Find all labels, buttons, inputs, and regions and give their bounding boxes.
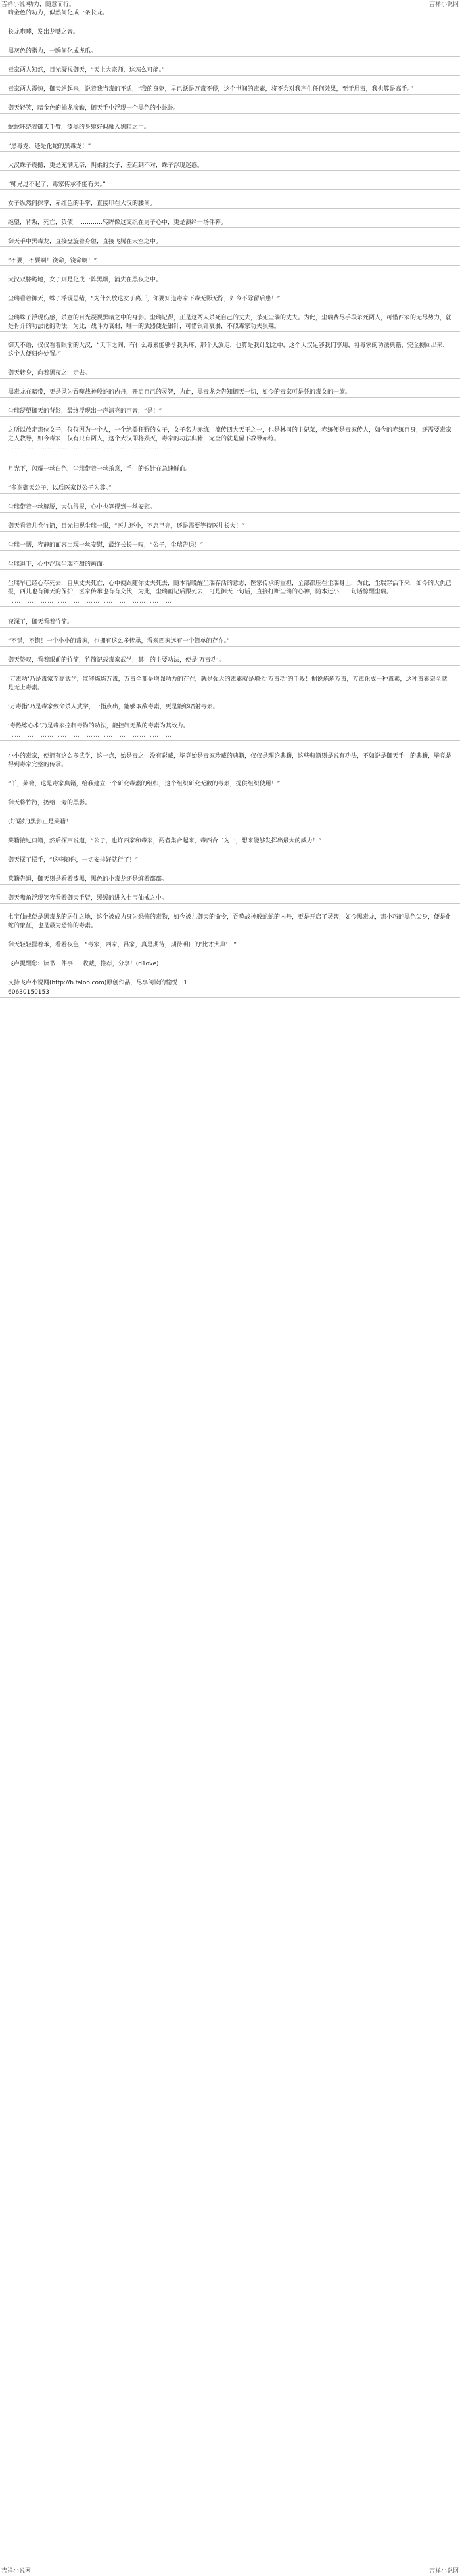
spacer [0, 453, 460, 465]
spacer [0, 693, 460, 703]
paragraph: 御天轻笑，暗金色的抽龙渗勤，御天手中浮现一个黑色的小蛇蛇。 [0, 104, 460, 114]
spacer [0, 285, 460, 295]
spacer [0, 532, 460, 541]
spacer [0, 474, 460, 484]
spacer [0, 846, 460, 856]
paragraph: 毒家两人震惊，御天站起来，说着我当毒的不适，“我的身躯，早已跃是万毒不侵，这个世间的毒素，将不会对我产生任何效果，至于用毒，我也算是高手。” [0, 85, 460, 95]
header-site-name-left: 吉祥小说网 [1, 1, 32, 8]
section-separator: …………………………………………………………………… [0, 731, 460, 741]
paragraph: 御天看着几卷竹简，目光扫视尘瑞一眼，“医儿还小，不忠已完，还是需要等待医儿长大！” [0, 522, 460, 532]
spacer [0, 417, 460, 426]
paragraph: (好诺好)黑影正是莱籍！ [0, 818, 460, 827]
spacer [0, 37, 460, 47]
paragraph: 御天将竹简，扔给一旁的黑影。 [0, 799, 460, 808]
paragraph: 黑毒龙在暗带，更是风为吞噬战神般蛇的内丹，开启自己的灵智，为此，黑毒龙会告知御天一切，如今的毒家可是凭的毒女的一族。 [0, 388, 460, 398]
spacer [0, 628, 460, 637]
spacer [0, 865, 460, 875]
paragraph: 大汉蛛子震撼，更是充满无奈，阴柔的女子，差距到不对，蛛子浮现迷惑。 [0, 162, 460, 171]
paragraph: 尘瑞带着一丝解脱，大仇得报，心中也算得到一丝安慰。 [0, 503, 460, 513]
spacer [0, 359, 460, 369]
paragraph: “不错，不错！一个小小的毒家，也拥有这么多传承，看来西家远有一个简单的存在。” [0, 637, 460, 647]
paragraph: 飞卢提醒您：读书三件事 － 收藏，推荐，分享！(d1ove) [0, 960, 460, 969]
paragraph: 60630150153 [0, 988, 460, 998]
page-header [0, 0, 460, 9]
paragraph: 莱籍接过典籍，然后探声说道，“公子，也许西家和毒家，两者集合起来，毒西合二为一，想来能够发挥出最大的威力！” [0, 837, 460, 846]
paragraph: 绝望，背叛，死亡，负债……………转眸像这交织在男子心中，更是演绎一场伴幕。 [0, 219, 460, 228]
spacer [0, 607, 460, 618]
paragraph: 御天嘴角浮现笑容看着御天手臂，缓缓的进入七宝仙戒之中。 [0, 894, 460, 904]
paragraph: 蛇蛇环绕着御天手臂，漆黑的身躯好似融入黑暗之中。 [0, 124, 460, 133]
spacer [0, 266, 460, 276]
header-fragment: 功力，随意而行。 [28, 1, 76, 8]
paragraph: “丫，莱籍，这是毒家典籍，给我建立一个研究毒素的组织，这个组织研究无数的毒素，提供组织使用！” [0, 780, 460, 789]
spacer [0, 18, 460, 28]
paragraph: ‘万毒功’乃是毒家至高武学，能够炼炼万毒，万毒全都是增强功力的存在，就是强大的毒素就是增强‘万毒功’的手段！据说炼炼万毒，万毒化成一种毒素，这种毒素完全就是无上毒素。 [0, 676, 460, 693]
spacer [0, 904, 460, 913]
paragraph: 尘瑞退下，心中浮现尘瑞不甜的画面。 [0, 561, 460, 570]
paragraph: 毒家两人知然，目光凝视御天，“天上大宗师，这怎么可能。” [0, 66, 460, 76]
paragraph: “师兄过不起了，毒家传承不能有失。” [0, 181, 460, 190]
paragraph: 尘瑞蛛子浮现伤感，杀意的目光凝视黑暗之中的身影。尘瑞记得，正是这两人杀死自己的丈夫，杀死尘瑞的丈夫。为此，尘瑞费尽手段杀死两人，可惜西家的无尽势力，就是骨介的功法论的功法，为此，战斗力衰弱，唯一的武器便是银针，可惜银针衰弱，不似毒家功夫狠辣。 [0, 314, 460, 332]
paragraph: 御天手中黑毒龙，直接盘旋着身躯，直接飞腾在天空之中。 [0, 238, 460, 247]
spacer [0, 304, 460, 314]
paragraph: “黑毒龙，还是化蛇的黑毒龙！” [0, 143, 460, 152]
paragraph: 月光下，闪耀一丝白色，尘瑞带着一丝杀意，手中的银针在急速鲜血。 [0, 465, 460, 474]
spacer [0, 789, 460, 799]
spacer [0, 190, 460, 200]
section-separator: …………………………………………………………………… [0, 444, 460, 453]
spacer [0, 171, 460, 181]
paragraph: “多谢御天公子，以后医家以公子为尊。” [0, 484, 460, 494]
spacer [0, 931, 460, 941]
paragraph: 大汉双膝跪地，女子则是化成一阵黑烟，消失在黑夜之中。 [0, 276, 460, 285]
chapter-text [0, 9, 460, 998]
spacer [0, 379, 460, 388]
paragraph: “不要，不要啊！饶命，饶命啊！” [0, 257, 460, 266]
spacer [0, 969, 460, 979]
paragraph: 长龙咆哮，发出龙嘴之音。 [0, 28, 460, 37]
paragraph: 尘瑞凝望御天的背影，最终浮现出一声清亮的声音，“是！” [0, 407, 460, 417]
spacer [0, 133, 460, 143]
spacer [0, 247, 460, 257]
spacer [0, 741, 460, 752]
paragraph: 七宝仙戒便是黑毒龙的居住之地，这个被成为身为恐怖的毒物，如今被儿御天的命令，吞噬战神般蛇蛇的内丹，更是开启了灵智，如今黑毒龙，那小巧的黑色尖身，便是化蛇的象征，也是最为恐怖的毒素。 [0, 913, 460, 931]
spacer [0, 551, 460, 561]
paragraph: 御天赞叹，看着眼前的竹简，竹简记载毒家武学，其中的主要功法，便是‘万毒功’。 [0, 656, 460, 666]
spacer [0, 666, 460, 676]
paragraph: ‘万毒指’乃是毒家致命杀人武学，一指点出，能够取敌毒素，更是能够喷射毒素。 [0, 703, 460, 712]
spacer [0, 494, 460, 503]
paragraph: 莱籍告退，御天则是看着漆黑，黑色的小毒龙还是缠着郡郡。 [0, 875, 460, 885]
spacer [0, 152, 460, 162]
spacer [0, 209, 460, 219]
spacer [0, 332, 460, 342]
spacer [0, 647, 460, 656]
spacer [0, 57, 460, 66]
spacer [0, 950, 460, 960]
paragraph: 御天不语，仅仅看着眼前的大汉，“天下之间，有什么毒素能够令我头疼，那个人放走，也算是我计划之中，这个大汉足够我们享用，将毒家的功法典籍，完全掳回出来，这个人便归你处置。” [0, 342, 460, 359]
paragraph: 之所以放走那位女子，仅仅因为一个人，一个绝美狂野的女子，女子名为赤练，流传四大天王之一，也是林同的主妃菜，赤练便是毒家传人，如今的赤练自身，还需要毒家之人教导，如今毒家，仅有只有两人，这个大汉即将殒灭，毒家的功法典籍，完全的就是留下教导赤练。 [0, 426, 460, 444]
footer-site-name-right: 吉祥小说网 [428, 2568, 459, 2575]
spacer [0, 570, 460, 580]
paragraph: 尘瑞早已经心存死去，自从丈夫死亡，心中便跟随你丈夫死去，随本帮晚醒尘瑞存活的意志，医家传承的重担，全部都压在尘瑞身上，为此，尘瑞穿活下来，如今的大仇已报，西儿也有御天的保护，医家传承也有有交代，为此，尘瑞画记后跟死去，可是御天一句话，直接打断尘瑞的心神，随本还小，一句话惊醒尘瑞。 [0, 580, 460, 597]
spacer [0, 513, 460, 522]
footer-site-name-left: 吉祥小说网 [1, 2568, 32, 2575]
spacer [0, 712, 460, 722]
spacer [0, 808, 460, 818]
paragraph: 女子纵然间探掌，赤红色的手掌，直接印在大汉的腰间。 [0, 200, 460, 209]
paragraph: 支持飞卢小说网(http://b.faloo.com)原创作品，尽享阅读的愉悦！1 [0, 979, 460, 988]
spacer [0, 76, 460, 85]
paragraph: 暗金色的功力，似然间化成一条长龙。 [0, 9, 460, 18]
paragraph: 夜深了，御天看着竹简。 [0, 618, 460, 628]
paragraph: 御天转身，向着黑夜之中走去。 [0, 369, 460, 379]
spacer [0, 95, 460, 104]
spacer [0, 770, 460, 780]
spacer [0, 885, 460, 894]
paragraph: 小小的毒家，便拥有这么多武学，这一点，始是毒之中没有彩藏，毕竟始是毒家珍藏的典籍，仅仅是理论典籍，这些典籍则是说有功法，不如说是御天手中的典籍，毕竟是得到毒家完整的传承。 [0, 752, 460, 770]
spacer [0, 114, 460, 124]
spacer [0, 398, 460, 407]
spacer [0, 228, 460, 238]
section-separator: …………………………………………………………………… [0, 597, 460, 607]
header-site-name-right: 吉祥小说网 [428, 1, 459, 8]
paragraph: ‘毒热练心术’乃是毒家控制毒物的功法，能控制无数的毒素为其效力。 [0, 722, 460, 731]
paragraph: 御天摆了摆手，“这些随你，一切安排好就行了！” [0, 856, 460, 865]
paragraph: 黑灰色的指力，一瞬间化成虎爪。 [0, 47, 460, 57]
paragraph: 御天轻轻握着苯，看着夜色，“毒家，西家，吕家，真是期待，期待明日的‘比才大典’！” [0, 941, 460, 950]
page-footer [0, 2567, 460, 2576]
spacer [0, 827, 460, 837]
paragraph: 尘瑞一愣，容静的面容出现一丝安慰，最终长长一叹，“公子，尘瑞告退！” [0, 541, 460, 551]
paragraph: 尘瑞看着御天，蛛子浮现思绪，“为什么放这女子离开，你要知道毒家下毒无影无踪，如今不除留后患！” [0, 295, 460, 304]
